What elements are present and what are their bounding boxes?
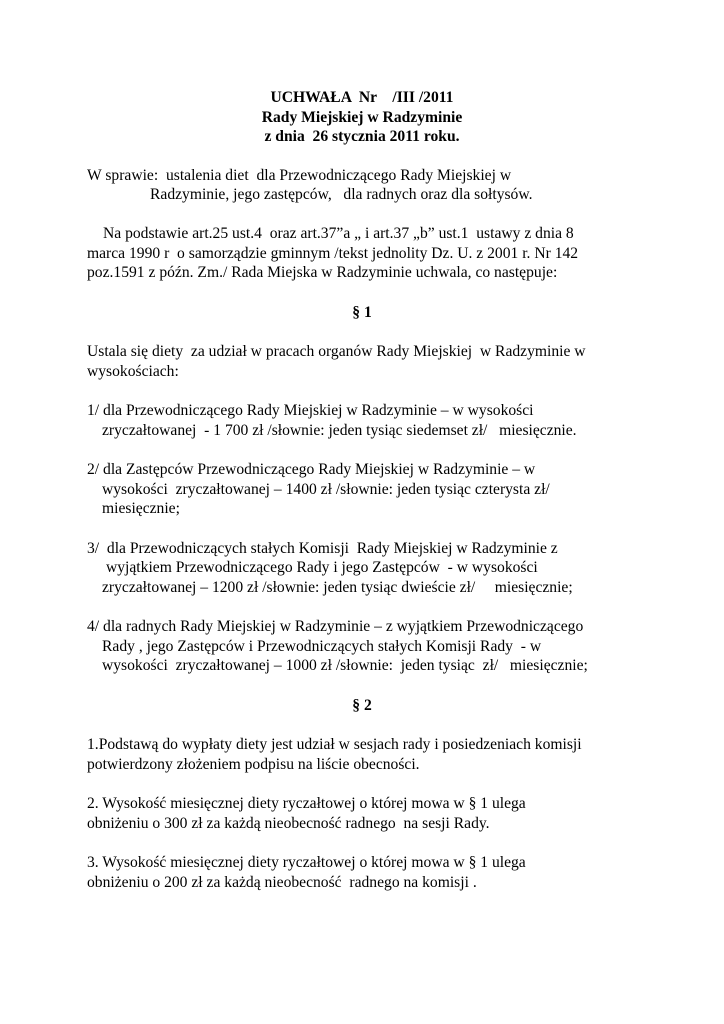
preamble-line-2: marca 1990 r o samorządzie gminnym /tekst jednolity Dz. U. z 2001 r. Nr 142 bbox=[87, 245, 579, 262]
preamble-line-3: poz.1591 z późn. Zm./ Rada Miejska w Radzyminie uchwala, co następuje: bbox=[87, 264, 558, 281]
subject-line-2: Radzyminie, jego zastępców, dla radnych oraz dla sołtysów. bbox=[150, 186, 533, 203]
subject-line-1: W sprawie: ustalenia diet dla Przewodniczącego Rady Miejskiej w bbox=[87, 167, 512, 184]
resolution-title: UCHWAŁA Nr /III /2011 bbox=[270, 89, 454, 106]
item-2-line-3: miesięcznie; bbox=[102, 500, 180, 517]
paragraph-2-line-2: obniżeniu o 300 zł za każdą nieobecność radnego na sesji Rady. bbox=[87, 815, 490, 832]
item-3-line-2: wyjątkiem Przewodniczącego Rady i jego Zastępców - w wysokości bbox=[106, 559, 538, 576]
item-1-line-2: zryczałtowanej - 1 700 zł /słownie: jeden tysiąc siedemset zł/ miesięcznie. bbox=[102, 422, 577, 439]
item-2-line-2: wysokości zryczałtowanej – 1400 zł /słownie: jeden tysiąc czterysta zł/ bbox=[102, 481, 550, 498]
section-1-heading: § 1 bbox=[352, 304, 372, 321]
resolution-date: z dnia 26 stycznia 2011 roku. bbox=[264, 128, 460, 145]
paragraph-1-line-2: potwierdzony złożeniem podpisu na liście obecności. bbox=[87, 756, 420, 773]
paragraph-1-line-1: 1.Podstawą do wypłaty diety jest udział w sesjach rady i posiedzeniach komisji bbox=[87, 736, 582, 753]
item-3-line-3: zryczałtowanej – 1200 zł /słownie: jeden tysiąc dwieście zł/ miesięcznie; bbox=[102, 579, 573, 596]
council-name: Rady Miejskiej w Radzyminie bbox=[261, 109, 463, 126]
preamble-line-1: Na podstawie art.25 ust.4 oraz art.37”a „ i art.37 „b” ust.1 ustawy z dnia 8 bbox=[103, 225, 574, 242]
paragraph-3-line-2: obniżeniu o 200 zł za każdą nieobecność radnego na komisji . bbox=[87, 874, 477, 891]
item-1-line-1: 1/ dla Przewodniczącego Rady Miejskiej w Radzyminie – w wysokości bbox=[87, 402, 534, 419]
item-2-line-1: 2/ dla Zastępców Przewodniczącego Rady Miejskiej w Radzyminie – w bbox=[87, 461, 536, 478]
item-3-line-1: 3/ dla Przewodniczących stałych Komisji Rady Miejskiej w Radzyminie z bbox=[87, 540, 558, 557]
section-1-intro-line-1: Ustala się diety za udział w pracach organów Rady Miejskiej w Radzyminie w bbox=[87, 343, 586, 360]
section-2-heading: § 2 bbox=[352, 697, 372, 714]
section-1-intro-line-2: wysokościach: bbox=[87, 363, 179, 380]
item-4-line-1: 4/ dla radnych Rady Miejskiej w Radzyminie – z wyjątkiem Przewodniczącego bbox=[87, 618, 584, 635]
paragraph-2-line-1: 2. Wysokość miesięcznej diety ryczałtowej o której mowa w § 1 ulega bbox=[87, 795, 526, 812]
item-4-line-2: Rady , jego Zastępców i Przewodniczących stałych Komisji Rady - w bbox=[102, 638, 542, 655]
item-4-line-3: wysokości zryczałtowanej – 1000 zł /słownie: jeden tysiąc zł/ miesięcznie; bbox=[102, 657, 588, 674]
paragraph-3-line-1: 3. Wysokość miesięcznej diety ryczałtowej o której mowa w § 1 ulega bbox=[87, 854, 526, 871]
